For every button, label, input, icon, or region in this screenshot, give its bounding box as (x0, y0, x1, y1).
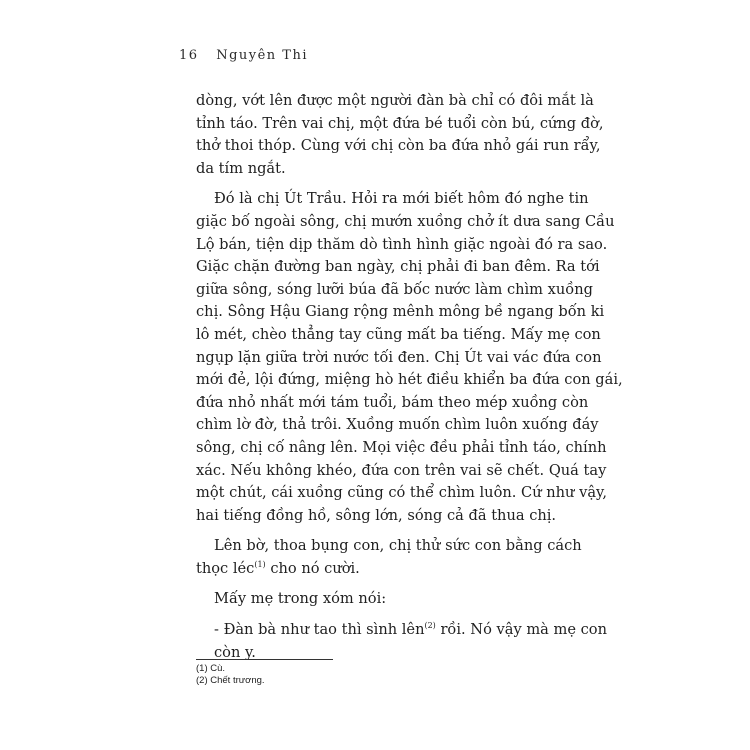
footnotes (196, 663, 265, 687)
page-number: 16 (179, 48, 199, 63)
footnote-marker[interactable]: (2) (424, 621, 436, 631)
text-line: đứa nhỏ nhất mới tám tuổi, bám theo mép xuồng còn (196, 393, 589, 411)
footnote-marker[interactable]: (1) (254, 559, 266, 569)
text-line: giữa sông, sóng lưỡi búa đã bốc nước làm chìm xuồng (196, 280, 593, 298)
text-line: chìm lờ đờ, thả trôi. Xuồng muốn chìm luôn xuống đáy (196, 416, 599, 434)
text-line: Lộ bán, tiện dịp thăm dò tình hình giặc ngoài đó ra sao. (196, 235, 608, 253)
text-fragment: thọc léc (196, 559, 255, 577)
text-line: mới đẻ, lội đứng, miệng hò hét điều khiển ba đứa con gái, (196, 371, 623, 389)
running-head (179, 48, 308, 63)
text-line: Lên bờ, thoa bụng con, chị thử sức con bằng cách (214, 537, 582, 555)
text-line: tỉnh táo. Trên vai chị, một đứa bé tuổi còn bú, cứng đờ, (196, 114, 604, 132)
text-fragment: rồi. Nó vậy mà mẹ con (435, 621, 607, 639)
running-head-author: Nguyên Thi (216, 48, 309, 63)
body-text (196, 90, 623, 672)
footnote-1: (1) Cù. (196, 663, 226, 674)
footnote-divider (196, 659, 333, 660)
paragraph (196, 188, 623, 527)
text-line (196, 558, 571, 581)
text-line: sông, chị cố nâng lên. Mọi việc đều phải tỉnh táo, chính (196, 438, 607, 456)
text-line: hai tiếng đồng hồ, sông lớn, sóng cả đã thua chị. (196, 506, 557, 524)
paragraph (196, 619, 607, 664)
text-line: một chút, cái xuồng cũng có thể chìm luôn. Cứ như vậy, (196, 484, 607, 502)
paragraph (196, 535, 582, 580)
paragraph (196, 90, 604, 180)
text-fragment: cho nó cười. (265, 559, 360, 577)
text-fragment: - Đàn bà như tao thì sình lên (214, 621, 425, 639)
text-line: Đó là chị Út Trầu. Hỏi ra mới biết hôm đó nghe tin (214, 190, 589, 208)
paragraph (196, 588, 571, 611)
text-line: lô mét, chèo thẳng tay cũng mất ba tiếng. Mấy mẹ con (196, 325, 601, 343)
text-line: ngụp lặn giữa trời nước tối đen. Chị Út vai vác đứa con (196, 348, 602, 366)
text-line: chị. Sông Hậu Giang rộng mênh mông bề ngang bốn ki (196, 303, 605, 321)
text-line: Mấy mẹ trong xóm nói: (214, 590, 387, 608)
text-line: còn y. (214, 643, 256, 661)
text-line: xác. Nếu không khéo, đứa con trên vai sẽ chết. Quá tay (196, 461, 607, 479)
text-line: giặc bố ngoài sông, chị mướn xuồng chở ít dưa sang Cầu (196, 212, 615, 230)
text-line: thở thoi thóp. Cùng với chị còn ba đứa nhỏ gái run rẩy, (196, 137, 601, 155)
text-line: Giặc chặn đường ban ngày, chị phải đi ban đêm. Ra tới (196, 258, 600, 276)
text-line (196, 619, 607, 642)
text-line: dòng, vớt lên được một người đàn bà chỉ có đôi mắt là (196, 92, 594, 109)
text-line: da tím ngắt. (196, 159, 286, 177)
footnote-2: (2) Chết trương. (196, 675, 265, 686)
